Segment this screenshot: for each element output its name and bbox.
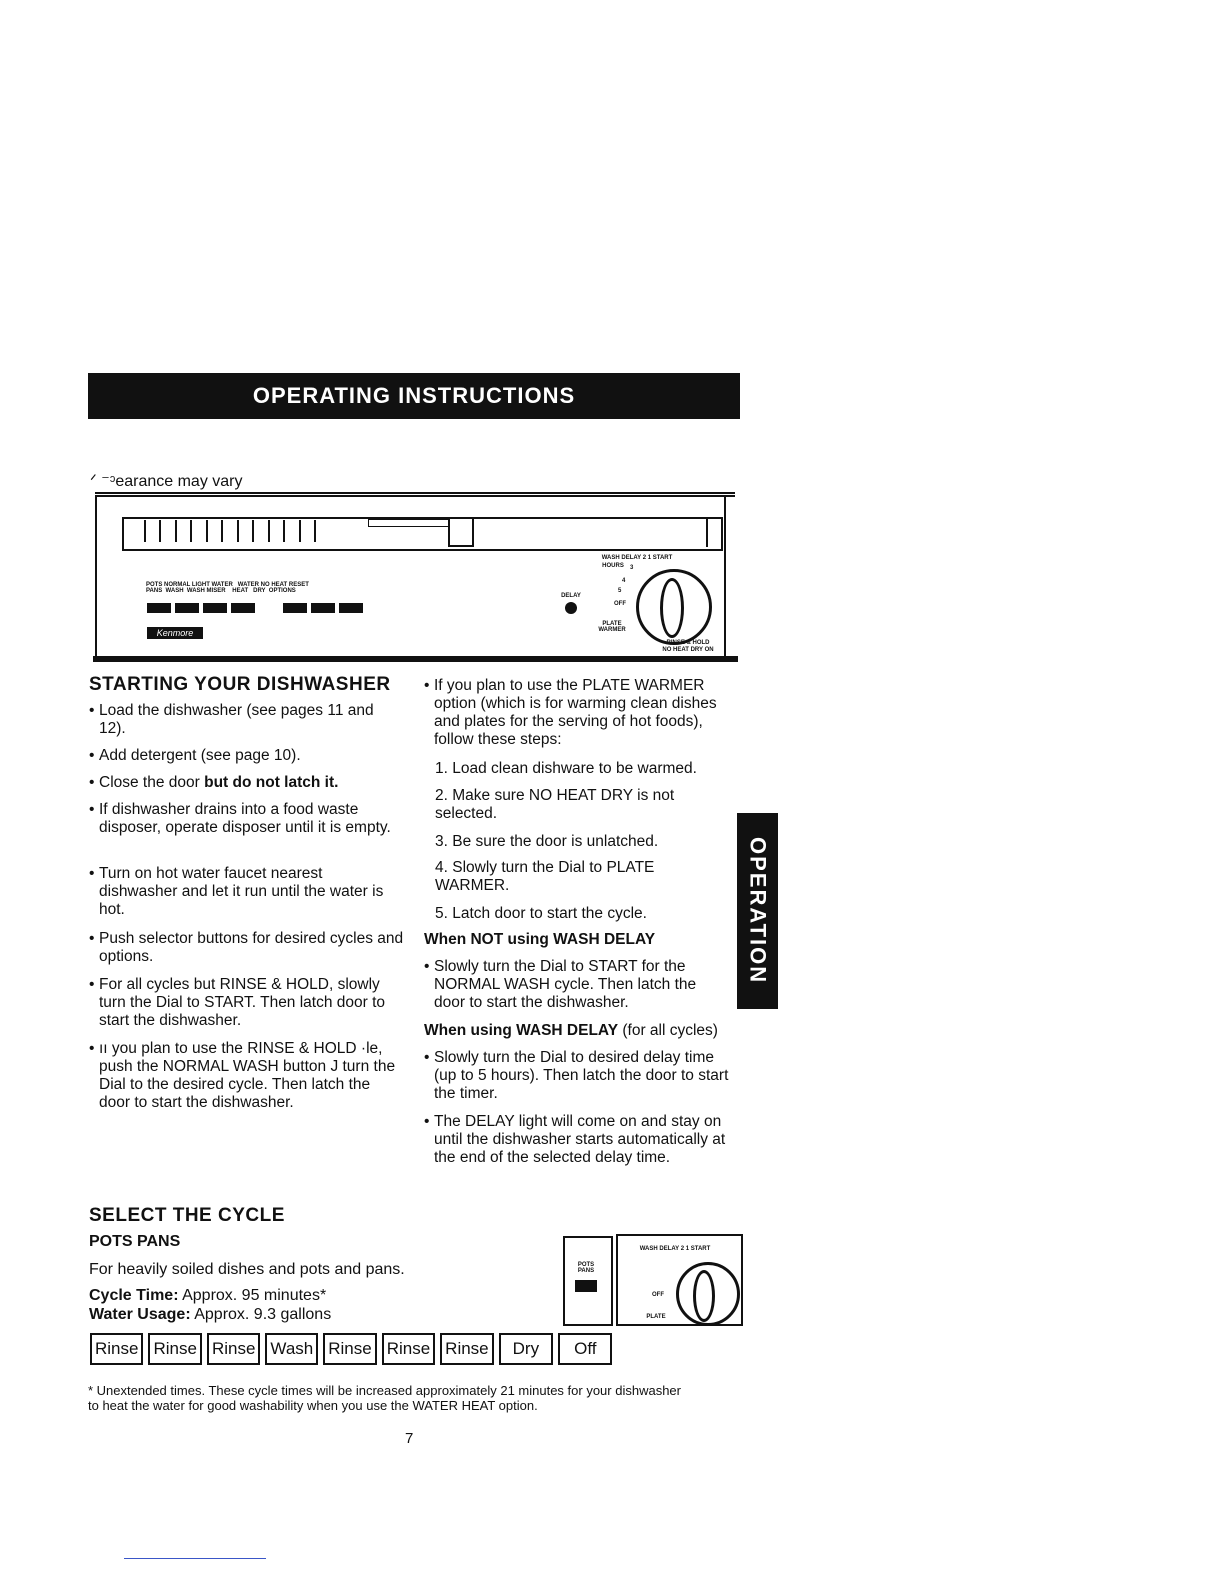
cycle-step: Rinse (148, 1333, 201, 1365)
delay-label: DELAY (561, 593, 581, 599)
list-item: • For all cycles but RINSE & HOLD, slowly turn the Dial to START. Then latch door to start the dishwasher. (99, 976, 409, 1030)
dial-mark-4: 4 (622, 578, 626, 584)
off-label: OFF (614, 601, 626, 607)
bottom-rule (124, 1558, 266, 1559)
pots-pans-button (147, 603, 171, 613)
cycle-buttons (147, 603, 255, 613)
vent-grille (130, 520, 316, 542)
mini-plate-label: PLATE (646, 1314, 666, 1320)
cycle-step: Rinse (323, 1333, 376, 1365)
cycle-step: Rinse (207, 1333, 260, 1365)
step-item: 3. Be sure the door is unlatched. (435, 833, 659, 850)
cycle-step: Rinse (382, 1333, 435, 1365)
slot-end (706, 517, 718, 547)
step-item: 5. Latch door to start the cycle. (435, 905, 647, 922)
cycle-time: Cycle Time: Approx. 95 minutes* (89, 1287, 327, 1304)
subheading: When using WASH DELAY (for all cycles) (424, 1022, 718, 1039)
delay-indicator-light (565, 602, 577, 614)
plate-warmer-label: PLATE WARMER (598, 621, 626, 633)
list-item: • Turn on hot water faucet nearest dishwasher and let it run until the water is hot. (99, 865, 399, 919)
list-item: • If dishwasher drains into a food waste disposer, operate disposer until it is empty. (99, 801, 399, 837)
cycle-heading: SELECT THE CYCLE (89, 1205, 285, 1226)
pots-pans-mini-label: POTS PANS (577, 1262, 595, 1274)
list-item: • If you plan to use the PLATE WARMER option (which is for warming clean dishes and plates for the serving of hot foods), follow these steps: (434, 677, 739, 749)
section-title: OPERATING INSTRUCTIONS (252, 383, 576, 408)
brand-logo: Kenmore (147, 627, 203, 639)
section-tab: OPERATION (737, 813, 778, 1009)
no-heat-dry-button (311, 603, 335, 613)
step-item: 4. Slowly turn the Dial to PLATE WARMER. (435, 859, 655, 894)
cycle-step: Rinse (90, 1333, 143, 1365)
subheading: When NOT using WASH DELAY (424, 931, 656, 948)
list-item: • Close the door but do not latch it. (99, 774, 419, 792)
starting-heading: STARTING YOUR DISHWASHER (89, 674, 391, 695)
panel-bottom-edge (93, 656, 738, 662)
normal-wash-button (175, 603, 199, 613)
appearance-note: ᐟ ⁻ᵓearance may vary (90, 473, 243, 490)
light-wash-button (203, 603, 227, 613)
dial-mark-5: 5 (618, 588, 622, 594)
divider (95, 492, 735, 494)
cycle-description: For heavily soiled dishes and pots and pans. (89, 1261, 405, 1278)
page-number: 7 (405, 1430, 414, 1447)
reset-options-button (339, 603, 363, 613)
cycle-button-labels: POTS NORMAL LIGHT WATER WATER NO HEAT RESET PANS WASH WASH MISER HEAT DRY OPTIONS (146, 582, 309, 594)
cycle-step: Wash (265, 1333, 318, 1365)
latch-knob (448, 517, 474, 547)
dial-top-label: WASH DELAY 2 1 START (601, 555, 673, 561)
list-item: • Push selector buttons for desired cycles and options. (99, 930, 404, 966)
water-miser-button (231, 603, 255, 613)
cycle-step: Dry (499, 1333, 553, 1365)
dial-hours-label: HOURS (602, 563, 624, 569)
cycle-sequence (90, 1333, 612, 1365)
pots-pans-mini-button (575, 1280, 597, 1292)
section-header (88, 373, 740, 419)
list-item: • ıı you plan to use the RINSE & HOLD ·le, push the NORMAL WASH button J turn the Dial to the desired cycle. Then latch the door to start the dishwasher. (99, 1040, 399, 1112)
list-item: • The DELAY light will come on and stay on until the dishwasher starts automatically at the end of the selected delay time. (434, 1113, 739, 1167)
mini-dial-grip (693, 1270, 715, 1322)
list-item: • Slowly turn the Dial to desired delay time (up to 5 hours). Then latch the door to start the timer. (434, 1049, 739, 1103)
water-usage: Water Usage: Approx. 9.3 gallons (89, 1306, 332, 1323)
mini-off-label: OFF (652, 1292, 664, 1298)
list-item: • Add detergent (see page 10). (99, 747, 419, 765)
dial-mark-3: 3 (630, 565, 634, 571)
mini-dial-top-label: WASH DELAY 2 1 START (639, 1246, 711, 1252)
rinse-hold-label: RINSE & HOLD (666, 640, 710, 646)
water-heat-button (283, 603, 307, 613)
dial-grip (660, 578, 684, 638)
cycle-step: Rinse (440, 1333, 493, 1365)
cycle-subheading: POTS PANS (89, 1233, 181, 1250)
list-item: • Slowly turn the Dial to START for the NORMAL WASH cycle. Then latch the door to start the dishwasher. (434, 958, 724, 1012)
step-item: 1. Load clean dishware to be warmed. (435, 760, 697, 777)
rinse-hold-sublabel: NO HEAT DRY ON (662, 647, 714, 653)
option-buttons (283, 603, 363, 613)
footnote: * Unextended times. These cycle times will be increased approximately 21 minutes for your dishwasher to heat the water for good washability when you use the WATER HEAT option. (88, 1383, 681, 1413)
list-item: • Load the dishwasher (see pages 11 and 12). (99, 702, 389, 738)
step-item: 2. Make sure NO HEAT DRY is not selected. (435, 787, 675, 822)
cycle-step: Off (558, 1333, 612, 1365)
